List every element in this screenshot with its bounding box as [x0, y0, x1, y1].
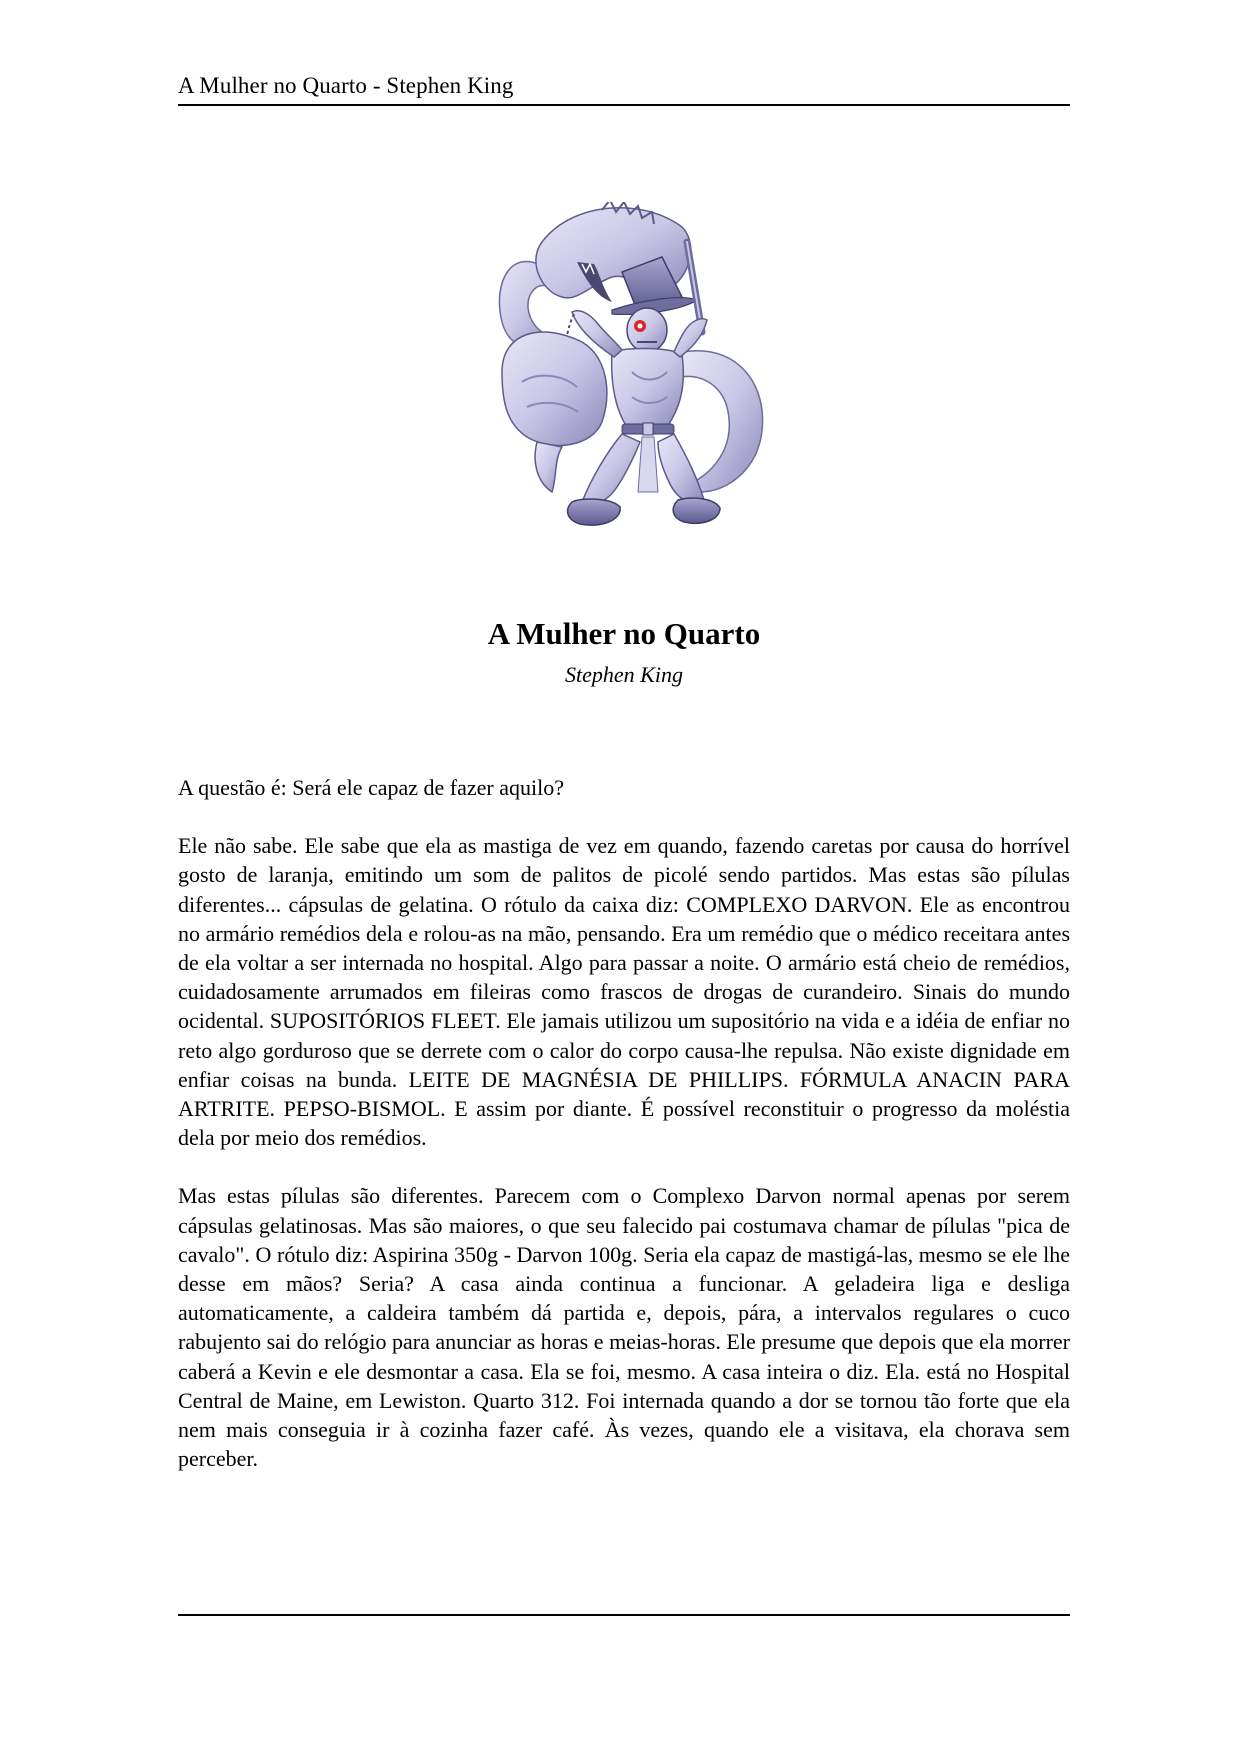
running-header: A Mulher no Quarto - Stephen King [178, 73, 514, 98]
demon-illustration-icon [482, 202, 774, 532]
header-rule [178, 104, 1070, 106]
document-author: Stephen King [565, 662, 683, 687]
document-title: A Mulher no Quarto [487, 616, 761, 651]
paragraph: Ele não sabe. Ele sabe que ela as mastiga de vez em quando, fazendo caretas por causa do horrível gosto de laranja, emitindo um som de palitos de picolé sendo partidos. Mas estas são pílulas diferentes... cápsulas de gelatina. O rótulo da caixa diz: COMPLEXO DARVON. Ele as encontrou no armário remédios dela e rolou-as na mão, pensando. Era um remédio que o médico receitara antes de ela voltar a ser internada no hospital. Algo para passar a noite. O armário está cheio de remédios, cuidadosamente arrumados em fileiras como frascos de drogas de curandeiro. Sinais do mundo ocidental. SUPOSITÓRIOS FLEET. Ele jamais utilizou um supositório na vida e a idéia de enfiar no reto algo gorduroso que se derrete com o calor do corpo causa-lhe repulsa. Não existe dignidade em enfiar coisas na bunda. LEITE DE MAGNÉSIA DE PHILLIPS. FÓRMULA ANACIN PARA ARTRITE. PEPSO-BISMOL. E assim por diante. É possível reconstituir o progresso da moléstia dela por meio dos remédios. [178, 833, 1070, 1151]
body-text [178, 773, 1070, 1502]
paragraph: A questão é: Será ele capaz de fazer aquilo? [178, 775, 565, 800]
footer-rule [178, 1614, 1070, 1616]
paragraph: Mas estas pílulas são diferentes. Parecem com o Complexo Darvon normal apenas por serem cápsulas gelatinosas. Mas são maiores, o que seu falecido pai costumava chamar de pílulas "pica de cavalo". O rótulo diz: Aspirina 350g - Darvon 100g. Seria ela capaz de mastigá-las, mesmo se ele lhe desse em mãos? Seria? A casa ainda continua a funcionar. A geladeira liga e desliga automaticamente, a caldeira também dá partida e, depois, pára, a intervalos regulares o cuco rabujento sai do relógio para anunciar as horas e meias-horas. Ele presume que depois que ela morrer caberá a Kevin e ele desmontar a casa. Ela se foi, mesmo. A casa inteira o diz. Ela. está no Hospital Central de Maine, em Lewiston. Quarto 312. Foi internada quando a dor se tornou tão forte que ela nem mais conseguia ir à cozinha fazer café. Às vezes, quando ele a visitava, ela chorava sem perceber. [178, 1183, 1070, 1472]
